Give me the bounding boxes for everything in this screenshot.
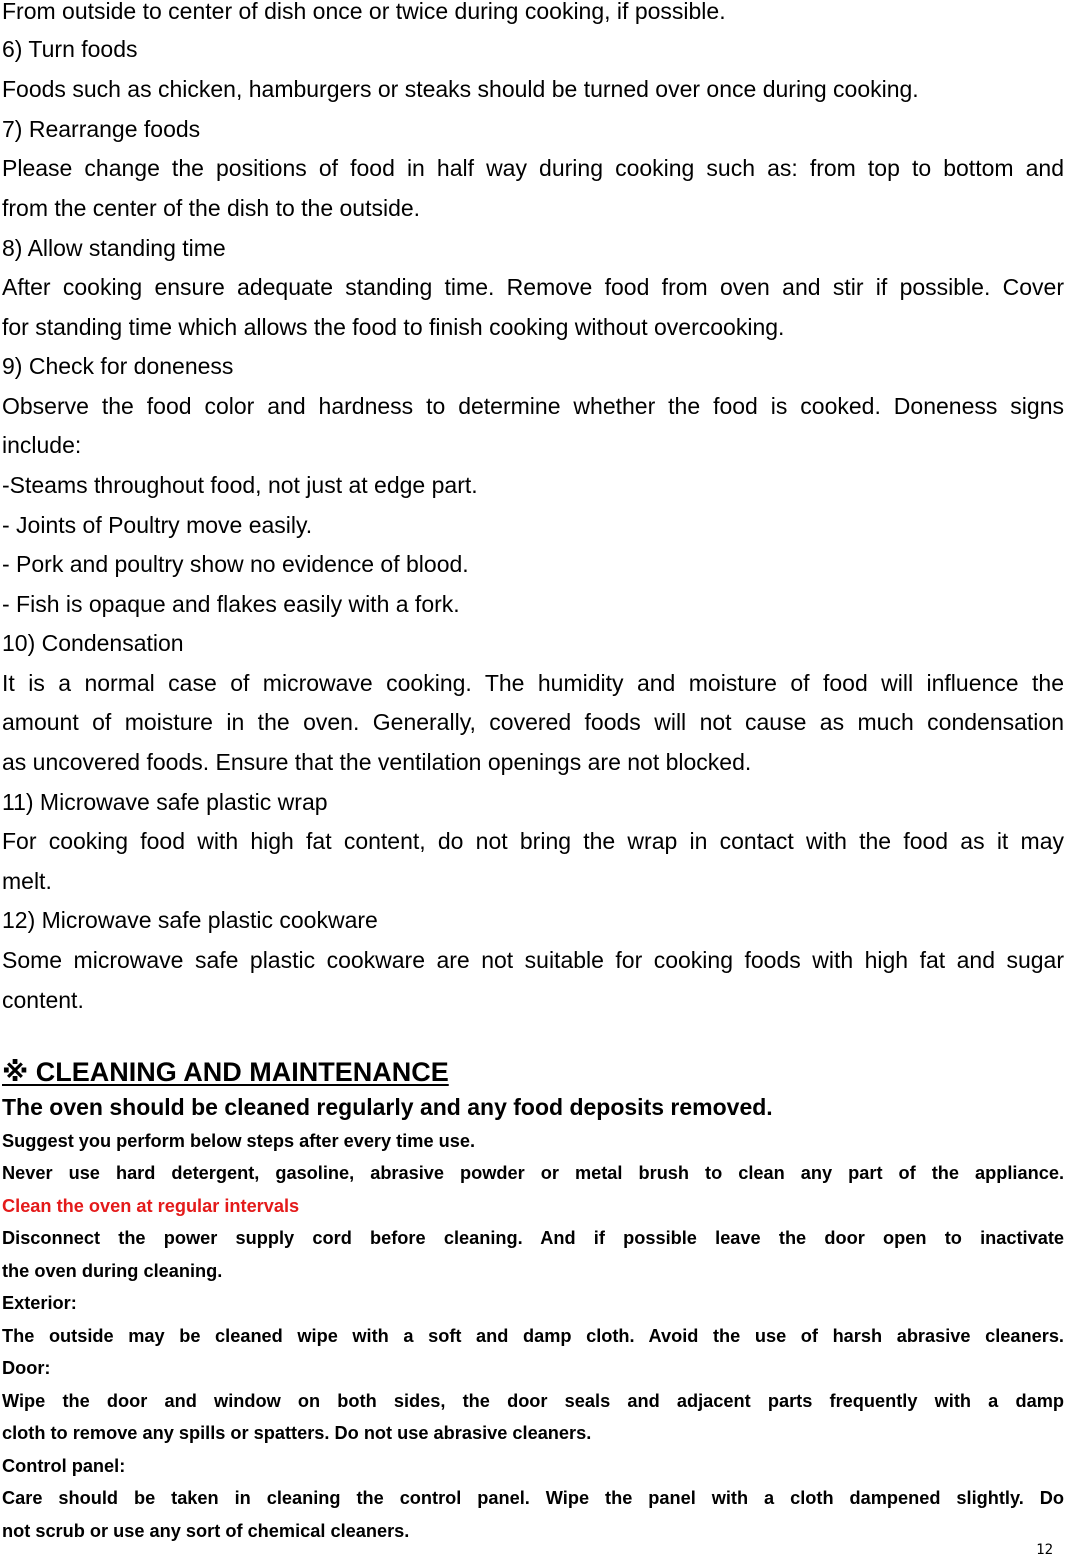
tip-body-line: It is a normal case of microwave cooking. The humidity and moisture of food will influence the [2,670,1064,696]
control-panel-text: Care should be taken in cleaning the control panel. Wipe the panel with a cloth dampened slightly. Do [2,1488,1064,1508]
cleaning-section-title: ※ CLEANING AND MAINTENANCE [2,1057,449,1087]
disconnect-instruction: Disconnect the power supply cord before cleaning. And if possible leave the door open to inactivate [2,1228,1064,1248]
tip-body-line: include: [2,432,82,458]
tip-body-line: For cooking food with high fat content, do not bring the wrap in contact with the food as it may [2,828,1064,854]
door-label: Door: [2,1358,51,1378]
tip-heading-plastic-cookware: 12) Microwave safe plastic cookware [2,907,378,933]
tip-heading-turn-foods: 6) Turn foods [2,36,138,62]
suggest-line: Suggest you perform below steps after every time use. [2,1131,476,1151]
continuation-line: From outside to center of dish once or twice during cooking, if possible. [2,0,726,24]
tip-heading-rearrange-foods: 7) Rearrange foods [2,116,201,142]
tip-body-line: Foods such as chicken, hamburgers or steaks should be turned over once during cooking. [2,76,919,102]
tip-body-line: Observe the food color and hardness to determine whether the food is cooked. Doneness signs [2,393,1064,419]
tip-body-line: from the center of the dish to the outside. [2,195,421,221]
cleaning-lead: The oven should be cleaned regularly and any food deposits removed. [2,1094,773,1120]
regular-intervals-heading: Clean the oven at regular intervals [2,1196,300,1216]
tip-body-line: for standing time which allows the food to finish cooking without overcooking. [2,314,785,340]
control-panel-label: Control panel: [2,1456,126,1476]
never-use-warning: Never use hard detergent, gasoline, abrasive powder or metal brush to clean any part of the appliance. [2,1163,1064,1183]
doneness-sign: - Pork and poultry show no evidence of blood. [2,551,469,577]
disconnect-instruction: the oven during cleaning. [2,1261,223,1281]
exterior-text: The outside may be cleaned wipe with a soft and damp cloth. Avoid the use of harsh abrasive cleaners. [2,1326,1064,1346]
tip-body-line: content. [2,987,84,1013]
page-number: 12 [1036,1542,1053,1558]
tip-heading-plastic-wrap: 11) Microwave safe plastic wrap [2,789,328,815]
tip-heading-standing-time: 8) Allow standing time [2,235,226,261]
doneness-sign: - Joints of Poultry move easily. [2,512,313,538]
control-panel-text: not scrub or use any sort of chemical cleaners. [2,1521,410,1541]
tip-heading-doneness: 9) Check for doneness [2,353,234,379]
tip-body-line: Please change the positions of food in half way during cooking such as: from top to bottom and [2,155,1064,181]
tip-heading-condensation: 10) Condensation [2,630,184,656]
door-text: Wipe the door and window on both sides, the door seals and adjacent parts frequently with a damp [2,1391,1064,1411]
doneness-sign: - Fish is opaque and flakes easily with a fork. [2,591,460,617]
tip-body-line: melt. [2,868,52,894]
door-text: cloth to remove any spills or spatters. Do not use abrasive cleaners. [2,1423,592,1443]
doneness-sign: -Steams throughout food, not just at edge part. [2,472,478,498]
tip-body-line: amount of moisture in the oven. Generally, covered foods will not cause as much condensation [2,709,1064,735]
exterior-label: Exterior: [2,1293,77,1313]
tip-body-line: Some microwave safe plastic cookware are not suitable for cooking foods with high fat and sugar [2,947,1064,973]
tip-body-line: After cooking ensure adequate standing time. Remove food from oven and stir if possible. Cover [2,274,1064,300]
tip-body-line: as uncovered foods. Ensure that the ventilation openings are not blocked. [2,749,752,775]
